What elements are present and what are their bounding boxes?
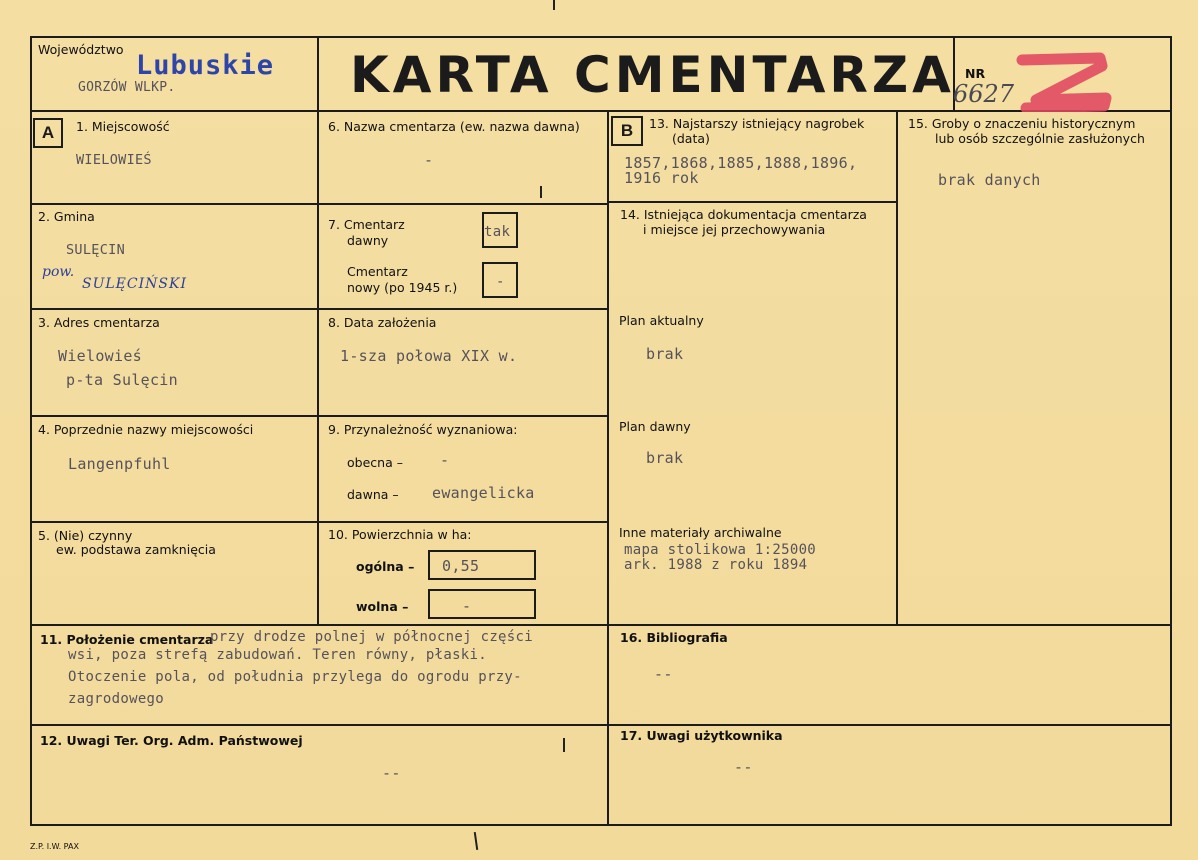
row-line-l2 — [30, 308, 318, 310]
field-9-obecna-value: - — [440, 451, 450, 469]
wojewodztwo-label: Województwo — [38, 42, 124, 57]
field-16-label: 16. Bibliografia — [620, 630, 728, 645]
field-7-label-line2: dawny — [347, 233, 389, 248]
field-8-label: 8. Data założenia — [328, 315, 437, 330]
stray-mark-1 — [540, 186, 542, 198]
wojewodztwo-stamp: Lubuskie — [136, 50, 275, 81]
wojewodztwo-typed: GORZÓW WLKP. — [78, 80, 176, 95]
field-3-value-line2: p-ta Sulęcin — [66, 371, 178, 389]
plan-aktualny-value: brak — [646, 345, 684, 363]
field-6-value: - — [424, 151, 434, 169]
field-2-value: SULĘCIN — [66, 242, 125, 258]
field-7-nowy-label-line2: nowy (po 1945 r.) — [347, 280, 458, 295]
printer-imprint: Z.P. I.W. PAX — [30, 842, 79, 851]
row-line-m3 — [317, 415, 608, 417]
field-14-label-line1: 14. Istniejąca dokumentacja cmentarza — [620, 207, 867, 222]
field-10-wolna-value: - — [462, 597, 472, 615]
field-11-line2: wsi, poza strefą zabudowań. Teren równy, płaski. — [68, 647, 487, 663]
field-15-value: brak danych — [938, 171, 1041, 189]
row-line-c3 — [607, 201, 897, 203]
field-7-nowy-label-line1: Cmentarz — [347, 264, 408, 279]
field-13-value-line2: 1916 rok — [624, 169, 699, 187]
field-11-line3: Otoczenie pola, od południa przylega do ogrodu przy- — [68, 669, 522, 685]
field-12-label: 12. Uwagi Ter. Org. Adm. Państwowej — [40, 733, 303, 748]
plan-dawny-label: Plan dawny — [619, 419, 691, 434]
field-17-value: -- — [734, 758, 753, 776]
inne-materialy-line1: mapa stolikowa 1:25000 — [624, 542, 817, 558]
inne-materialy-line2: ark. 1988 z roku 1894 — [624, 557, 808, 573]
field-3-label: 3. Adres cmentarza — [38, 315, 160, 330]
field-3-value-line1: Wielowieś — [58, 347, 142, 365]
inne-materialy-label: Inne materiały archiwalne — [619, 525, 782, 540]
field-2-pow-value: SULĘCIŃSKI — [82, 276, 187, 292]
row-line-l4 — [30, 521, 318, 523]
row-line-lower-1 — [30, 624, 1172, 626]
red-crayon-z-mark — [1016, 50, 1112, 112]
field-13-value-line1: 1857,1868,1885,1888,1896, — [624, 154, 858, 172]
field-15-label-line1: 15. Groby o znaczeniu historycznym — [908, 116, 1136, 131]
field-10-wolna-box — [428, 589, 536, 619]
field-16-value: -- — [654, 665, 673, 683]
plan-dawny-value: brak — [646, 449, 684, 467]
field-2-pow-prefix: pow. — [42, 264, 75, 280]
field-9-dawna-label: dawna – — [347, 487, 399, 502]
field-2-label: 2. Gmina — [38, 209, 95, 224]
field-13-label-line2: (data) — [672, 131, 710, 146]
plan-aktualny-label: Plan aktualny — [619, 313, 704, 328]
row-line-m2 — [317, 308, 608, 310]
registration-tick-top — [553, 0, 555, 10]
field-10-wolna-label: wolna – — [356, 599, 409, 614]
page-title: KARTA CMENTARZA — [350, 46, 955, 104]
field-7-label-line1: 7. Cmentarz — [328, 217, 405, 232]
field-4-label: 4. Poprzednie nazwy miejscowości — [38, 422, 254, 437]
header-bottom-line — [30, 110, 1172, 112]
field-1-value: WIELOWIEŚ — [76, 152, 152, 168]
field-1-label: 1. Miejscowość — [76, 119, 170, 134]
field-15-label-line2: lub osób szczególnie zasłużonych — [935, 131, 1145, 146]
registration-tick-bottom — [474, 832, 478, 850]
field-12-value: -- — [382, 764, 401, 782]
section-b-marker: B — [611, 116, 643, 146]
field-8-value: 1-sza połowa XIX w. — [340, 347, 518, 365]
row-line-m1 — [317, 203, 608, 205]
field-11-label: 11. Położenie cmentarza — [40, 632, 214, 647]
row-line-lower-2 — [30, 724, 1172, 726]
row-line-l3 — [30, 415, 318, 417]
field-6-label: 6. Nazwa cmentarza (ew. nazwa dawna) — [328, 119, 580, 134]
field-13-label-line1: 13. Najstarszy istniejący nagrobek — [649, 116, 865, 131]
section-a-marker: A — [33, 118, 63, 148]
field-10-ogolna-value: 0,55 — [442, 557, 480, 575]
nr-value: 6627 — [953, 80, 1015, 108]
field-9-obecna-label: obecna – — [347, 455, 403, 470]
field-4-value: Langenpfuhl — [68, 455, 171, 473]
row-line-l1 — [30, 203, 318, 205]
col-divider-2 — [607, 110, 609, 826]
stray-mark-2 — [563, 738, 565, 752]
field-14-label-line2: i miejsce jej przechowywania — [643, 222, 826, 237]
col-divider-3 — [896, 110, 898, 626]
field-17-label: 17. Uwagi użytkownika — [620, 728, 783, 743]
col-divider-1 — [317, 110, 319, 626]
field-9-label: 9. Przynależność wyznaniowa: — [328, 422, 518, 437]
field-11-line1: przy drodze polnej w północnej części — [210, 629, 533, 645]
header-divider-left — [317, 36, 319, 112]
field-5-label-line2: ew. podstawa zamknięcia — [56, 542, 216, 557]
field-11-line4: zagrodowego — [68, 691, 165, 707]
nr-label: NR — [965, 66, 986, 81]
field-7-dawny-value: tak — [484, 224, 511, 240]
field-5-label-line1: 5. (Nie) czynny — [38, 528, 133, 543]
field-10-ogolna-label: ogólna – — [356, 559, 415, 574]
field-7-nowy-value: - — [496, 274, 505, 290]
row-line-m4 — [317, 521, 608, 523]
field-9-dawna-value: ewangelicka — [432, 484, 535, 502]
field-10-label: 10. Powierzchnia w ha: — [328, 527, 472, 542]
